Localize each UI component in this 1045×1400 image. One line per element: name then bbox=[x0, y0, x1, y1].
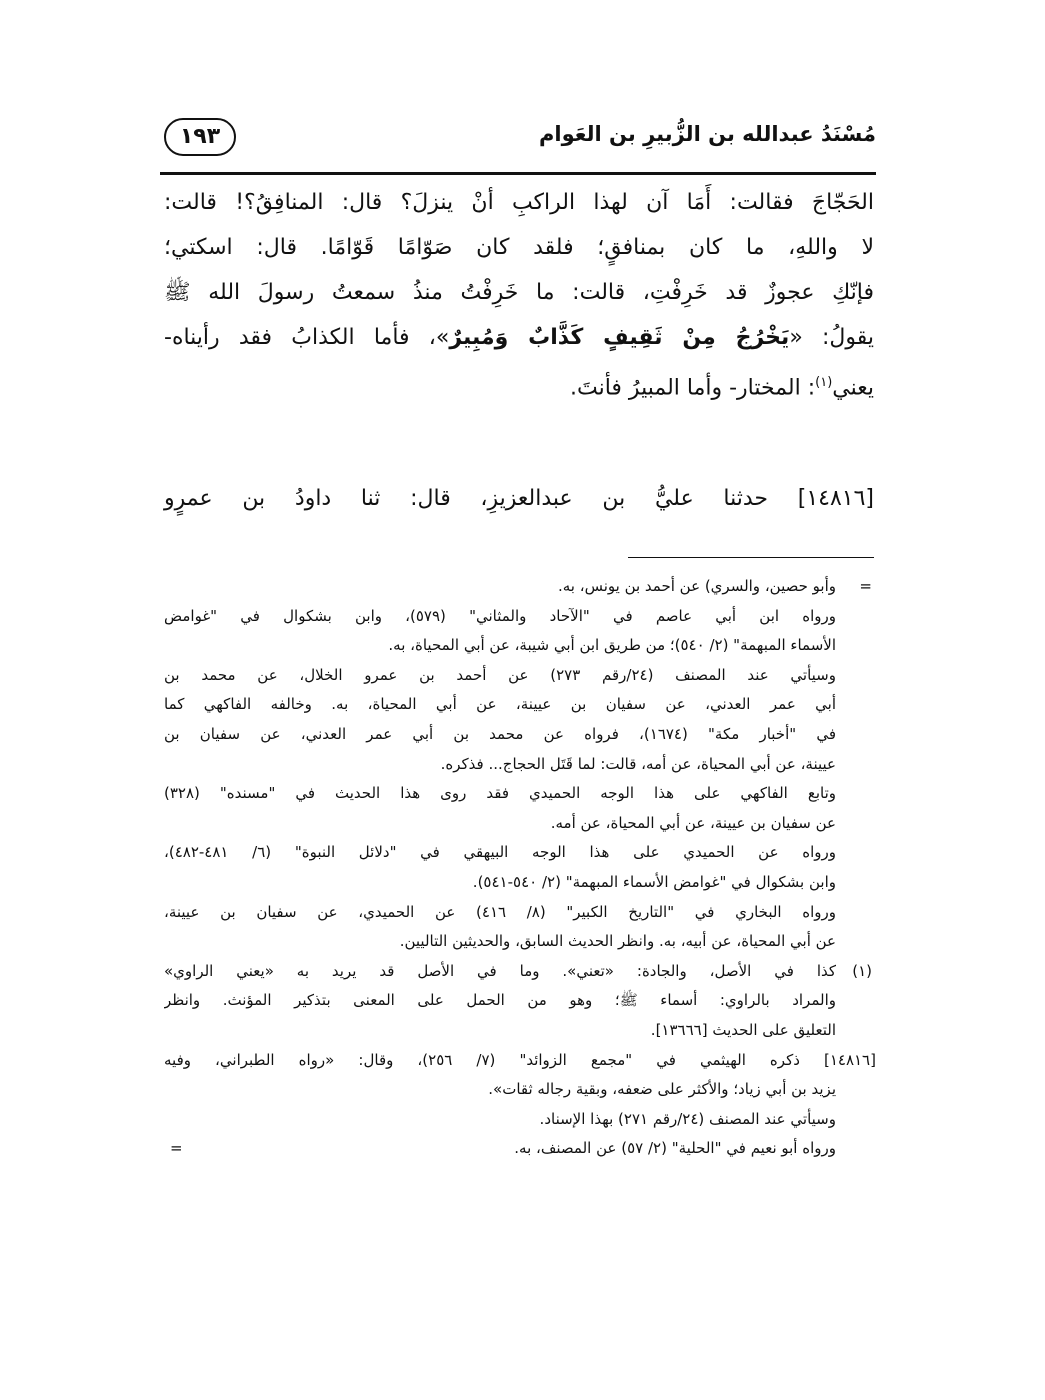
line-suffix: »، فأما الكذابُ فقد رأيناه- bbox=[164, 325, 450, 350]
main-line bbox=[164, 360, 874, 410]
footnote-text: ورواه البخاري في "التاريخ الكبير" (٨/ ٤١٦) عن الحميدي، عن سفيان بن عيينة، bbox=[164, 902, 836, 921]
hadith-number: [١٤٨١٦] bbox=[823, 1050, 876, 1069]
footnote-text-part: ذكره الهيثمي في "مجمع الزوائد" (٧/ ٢٥٦)، وقال: «رواه الطبراني، وفيه bbox=[164, 1050, 800, 1069]
footnote-line bbox=[164, 750, 876, 780]
footnotes bbox=[164, 572, 876, 1164]
footnote-line bbox=[164, 809, 876, 839]
footnote-text: عن أبي المحياة، عن أبيه، به. وانظر الحديث السابق، والحديثين التاليين. bbox=[399, 932, 836, 951]
footnote-text: كذا في الأصل، والجادة: «تعني». وما في الأصل قد يريد به «يعني الراوي» bbox=[164, 961, 836, 980]
footnote-text: أبي عمر العدني، عن سفيان بن عيينة، عن أبي المحياة، به. وخالفه الفاكهي كما bbox=[164, 695, 836, 714]
footnote-text: الأسماء المبهمة" (٢/ ٥٤٠)؛ من طريق ابن أبي شيبة، عن أبي المحياة، به. bbox=[388, 636, 836, 655]
footnote-line bbox=[164, 1016, 876, 1046]
main-text bbox=[164, 180, 874, 410]
footnote-text: وتابع الفاكهي على هذا الوجه الحميدي فقد روى هذا الحديث في "مسنده" (٣٢٨) bbox=[164, 784, 836, 803]
page-title: مُسْنَدُ عبدالله بن الزُّبيرِ بن العَوام bbox=[539, 122, 876, 146]
line-prefix: يقولُ: « bbox=[789, 325, 875, 350]
footnote-text: ورواه أبو نعيم في "الحلية" (٢/ ٥٧) عن المصنف، به. bbox=[514, 1139, 836, 1158]
footnote-text: عيينة، عن أبي المحياة، عن أمه، قالت: لما قَتَل الحجاج... فذكره. bbox=[440, 754, 836, 773]
footnote-line bbox=[164, 986, 876, 1016]
line-text: المختار- وأما المبيرُ فأنتَ. bbox=[570, 375, 801, 401]
footnote-line bbox=[164, 720, 876, 750]
footnote-text bbox=[164, 1046, 876, 1076]
footnote-text: والمراد بالراوي: أسماء ﷺ؛ وهو من الحمل على المعنى بتذكير المؤنث. وانظر bbox=[164, 991, 836, 1010]
line-colon: : bbox=[800, 375, 816, 401]
footnote-line bbox=[164, 1046, 876, 1076]
footnote-line bbox=[164, 838, 876, 868]
footnote-line bbox=[164, 898, 876, 928]
hadith-quote: يَخْرُجُ مِنْ ثَقِيفٍ كَذَّابٌ وَمُبِيرٌ bbox=[449, 325, 790, 350]
footnote-line bbox=[164, 868, 876, 898]
footnote-line bbox=[164, 957, 876, 987]
page-number-badge: ١٩٣ bbox=[164, 118, 236, 156]
page-header bbox=[160, 118, 876, 166]
footnote-line bbox=[164, 927, 876, 957]
footnote-line bbox=[164, 631, 876, 661]
footnote-divider bbox=[628, 557, 874, 558]
footnote-text: في "أخبار مكة" (١٦٧٤)، فرواه عن محمد بن أبي عمر العدني، عن سفيان بن bbox=[164, 724, 836, 743]
footnote-line bbox=[164, 1075, 876, 1105]
main-line bbox=[164, 315, 874, 360]
main-line: الحَجّاجَ فقالت: أَمَا آن لهذا الراكبِ أنْ ينزلَ؟ قال: المنافِقُ؟! قالت: bbox=[164, 190, 874, 215]
continuation-marker: = bbox=[170, 1139, 183, 1158]
footnote-text: وأبو حصين، والسري) عن أحمد بن يونس، به. bbox=[557, 577, 836, 595]
footnote-line bbox=[164, 1105, 876, 1135]
footnote-text: ورواه عن الحميدي على هذا الوجه البيهقي في "دلائل النبوة" (٦/ ٤٨١-٤٨٢)، bbox=[164, 843, 836, 862]
next-hadith-line: [١٤٨١٦] حدثنا عليُّ بن عبدالعزيزِ، قال: ثنا داودُ بن عمرٍو bbox=[164, 486, 874, 511]
line-prefix: يعني bbox=[832, 375, 874, 401]
footnote-line bbox=[164, 661, 876, 691]
footnote-line bbox=[164, 1134, 876, 1164]
footnote-reference[interactable]: (١) bbox=[815, 375, 833, 390]
footnote-text: وسيأتي عند المصنف (٢٤/رقم ٢٧١) بهذا الإسناد. bbox=[539, 1109, 836, 1128]
footnote-text: ورواه ابن أبي عاصم في "الآحاد والمثاني" (٥٧٩)، وابن بشكوال في "غوامض bbox=[164, 606, 836, 625]
footnote-text: التعليق على الحديث [١٣٦٦٦]. bbox=[650, 1020, 836, 1039]
footnote-text: يزيد بن أبي زياد؛ والأكثر على ضعفه، وبقية رجاله ثقات». bbox=[488, 1080, 836, 1099]
footnote-text: عن سفيان بن عيينة، عن أبي المحياة، عن أمه. bbox=[550, 813, 836, 832]
footnote-line bbox=[164, 690, 876, 720]
footnote-line bbox=[164, 602, 876, 632]
main-line: فإنّكِ عجوزٌ قد خَرِفْتِ، قالت: ما خَرِفْتُ منذُ سمعتُ رسولَ الله ﷺ bbox=[164, 280, 874, 305]
footnote-text: وسيأتي عند المصنف (٢٤/رقم ٢٧٣) عن أحمد بن عمرو الخلال، عن محمد بن bbox=[164, 665, 836, 684]
main-line: لا واللهِ، ما كان بمنافقٍ؛ فلقد كان صَوّامًا قَوّامًا. قال: اسكتي؛ bbox=[164, 235, 874, 260]
footnote-number: (١) bbox=[852, 961, 872, 980]
header-divider bbox=[160, 172, 876, 175]
footnote-text: وابن بشكوال في "غوامض الأسماء المبهمة" (٢/ ٥٤٠-٥٤١). bbox=[472, 872, 836, 891]
footnote-line bbox=[164, 572, 876, 602]
footnote-line bbox=[164, 779, 876, 809]
continuation-marker: = bbox=[859, 577, 872, 595]
